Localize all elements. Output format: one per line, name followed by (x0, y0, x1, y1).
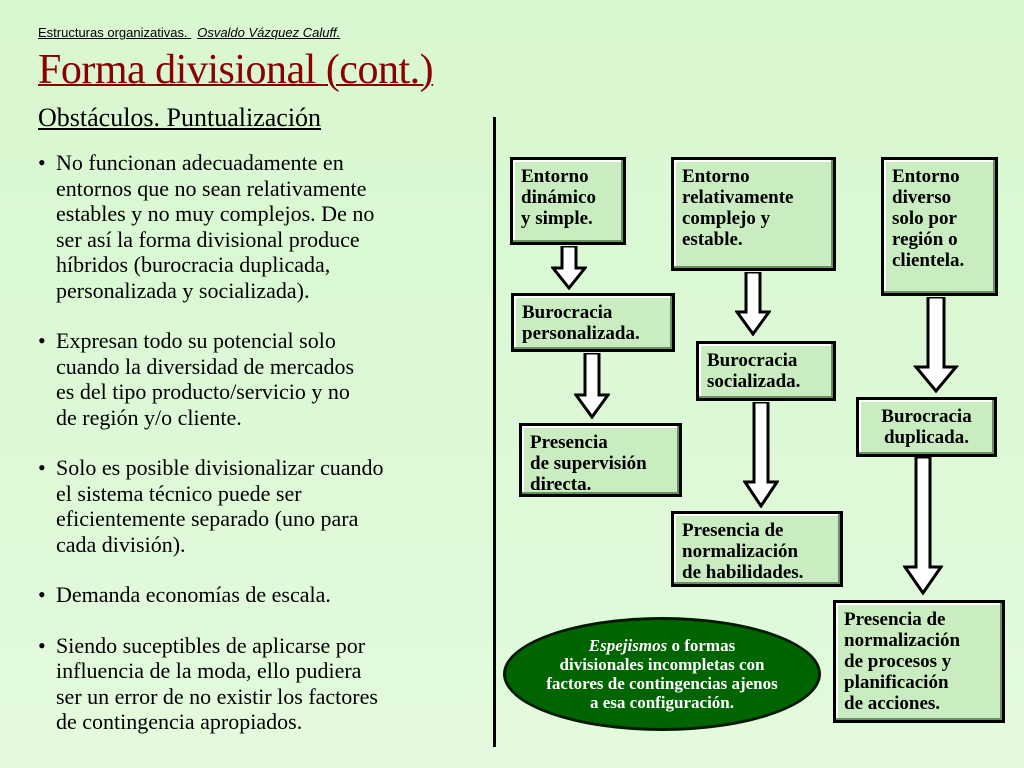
section-subtitle: Obstáculos. Puntualización (38, 103, 322, 132)
page-title: Forma divisional (cont.) (38, 47, 434, 93)
box-presence-process-standardization: Presencia de normalización de procesos y planificación de acciones. (833, 600, 1005, 723)
bullet-text: Demanda economías de escala. (56, 582, 331, 607)
bullet-symbol: • (38, 632, 46, 658)
arrow-down-icon (735, 272, 771, 336)
bullet-symbol: • (38, 455, 46, 480)
note-line-4: a esa configuración. (589, 693, 735, 712)
bullet-item (38, 582, 493, 608)
bullet-text: No funcionan adecuadamente en entornos que no sean relativamente estables y no muy complejos. De no ser así la forma divisional produce híbridos (burocracia duplicada, personalizada y socializada). (56, 150, 375, 303)
column-divider (493, 117, 496, 747)
box-environment-dynamic-simple: Entorno dinámico y simple. (510, 157, 626, 245)
bullet-list (38, 150, 493, 760)
note-line-3: factores de contingencias ajenos (546, 674, 778, 693)
bullet-symbol: • (38, 150, 46, 175)
bullet-item (38, 328, 493, 430)
box-environment-diverse-region: Entorno diverso solo por región o clientela. (881, 157, 998, 296)
note-line-2: divisionales incompletas con (559, 655, 765, 674)
note-rest: o formas (671, 636, 736, 655)
arrow-down-icon (913, 297, 959, 393)
header (38, 25, 340, 40)
bullet-item (38, 150, 493, 303)
bullet-item (38, 455, 493, 557)
arrow-down-icon (574, 353, 610, 419)
bullet-text: Siendo suceptibles de aplicarse por influencia de la moda, ello pudiera ser un error de no existir los factores de contingencia apropiados. (56, 632, 378, 734)
bullet-text: Solo es posible divisionalizar cuando el sistema técnico puede ser eficientemente separado (uno para cada división). (56, 455, 384, 557)
note-ellipse (503, 617, 821, 731)
arrow-down-icon (903, 457, 943, 595)
box-bureaucracy-duplicated: Burocracia duplicada. (856, 397, 997, 457)
arrow-down-icon (743, 402, 779, 508)
bullet-item (38, 633, 493, 735)
bullet-symbol: • (38, 582, 46, 607)
bullet-text: Expresan todo su potencial solo cuando la diversidad de mercados es del tipo producto/servicio y no de región y/o cliente. (56, 328, 355, 430)
header-topic: Estructuras organizativas. (38, 25, 188, 40)
box-bureaucracy-personalized: Burocracia personalizada. (511, 293, 675, 352)
box-presence-skills-standardization: Presencia de normalización de habilidades. (671, 511, 843, 587)
note-line-1 (589, 636, 735, 655)
bullet-symbol: • (38, 328, 46, 353)
note-italic: Espejismos (588, 636, 668, 655)
box-bureaucracy-socialized: Burocracia socializada. (696, 341, 836, 401)
arrow-down-icon (551, 246, 587, 290)
header-author: Osvaldo Vázquez Caluff. (197, 25, 341, 40)
box-presence-direct-supervision: Presencia de supervisión directa. (519, 423, 682, 497)
box-environment-complex-stable: Entorno relativamente complejo y estable. (671, 157, 836, 271)
